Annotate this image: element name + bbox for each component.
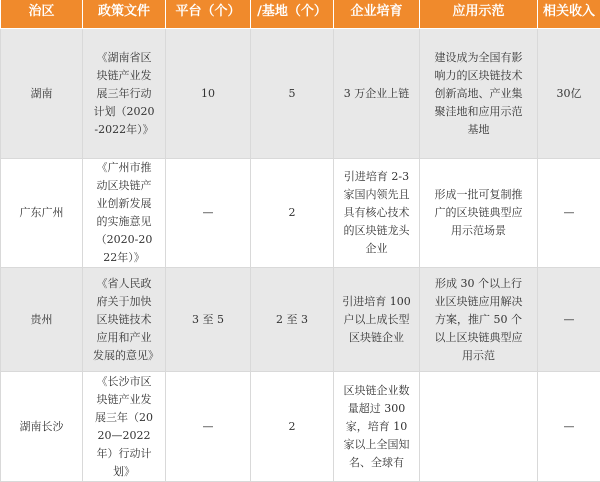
cell-bases: 2 xyxy=(251,159,334,268)
cell-enterprise: 3 万企业上链 xyxy=(334,29,420,159)
cell-region: 贵州 xyxy=(1,268,83,372)
header-enterprise: 企业培育 xyxy=(334,0,420,29)
header-bases: /基地（个） xyxy=(251,0,334,29)
cell-platforms: — xyxy=(166,372,251,482)
cell-platforms: — xyxy=(166,159,251,268)
header-policy: 政策文件 xyxy=(83,0,166,29)
cell-bases: 2 至 3 xyxy=(251,268,334,372)
cell-bases: 5 xyxy=(251,29,334,159)
cell-policy: 《省人民政府关于加快区块链技术应用和产业发展的意见》 xyxy=(83,268,166,372)
cell-enterprise: 区块链企业数量超过 300 家，培育 10 家以上全国知名、全球有 xyxy=(334,372,420,482)
header-region: 治区 xyxy=(1,0,83,29)
cell-application: 形成 30 个以上行业区块链应用解决方案，推广 50 个以上区块链典型应用示范 xyxy=(420,268,538,372)
header-application: 应用示范 xyxy=(420,0,538,29)
table-row xyxy=(1,268,600,372)
cell-policy: 《长沙市区块链产业发展三年（2020—2022年）行动计划》 xyxy=(83,372,166,482)
cell-policy: 《湖南省区块链产业发展三年行动计划（2020-2022年）》 xyxy=(83,29,166,159)
table-row xyxy=(1,29,600,159)
cell-region: 湖南 xyxy=(1,29,83,159)
cell-bases: 2 xyxy=(251,372,334,482)
cell-revenue: 30亿 xyxy=(538,29,600,159)
header-revenue: 相关收入 xyxy=(538,0,600,29)
cell-application: 建设成为全国有影响力的区块链技术创新高地、产业集聚洼地和应用示范基地 xyxy=(420,29,538,159)
cell-policy: 《广州市推动区块链产业创新发展的实施意见（2020-2022年）》 xyxy=(83,159,166,268)
cell-application xyxy=(420,372,538,482)
header-platforms: 平台（个） xyxy=(166,0,251,29)
cell-platforms: 3 至 5 xyxy=(166,268,251,372)
cell-application: 形成一批可复制推广的区块链典型应用示范场景 xyxy=(420,159,538,268)
cell-enterprise: 引进培育 2-3 家国内领先且具有核心技术的区块链龙头企业 xyxy=(334,159,420,268)
cell-revenue: — xyxy=(538,372,600,482)
cell-enterprise: 引进培育 100 户以上成长型区块链企业 xyxy=(334,268,420,372)
cell-revenue: — xyxy=(538,268,600,372)
cell-revenue: — xyxy=(538,159,600,268)
cell-region: 广东广州 xyxy=(1,159,83,268)
table-row xyxy=(1,372,600,482)
cell-platforms: 10 xyxy=(166,29,251,159)
table-header-row xyxy=(1,0,600,29)
table-row xyxy=(1,159,600,268)
cell-region: 湖南长沙 xyxy=(1,372,83,482)
